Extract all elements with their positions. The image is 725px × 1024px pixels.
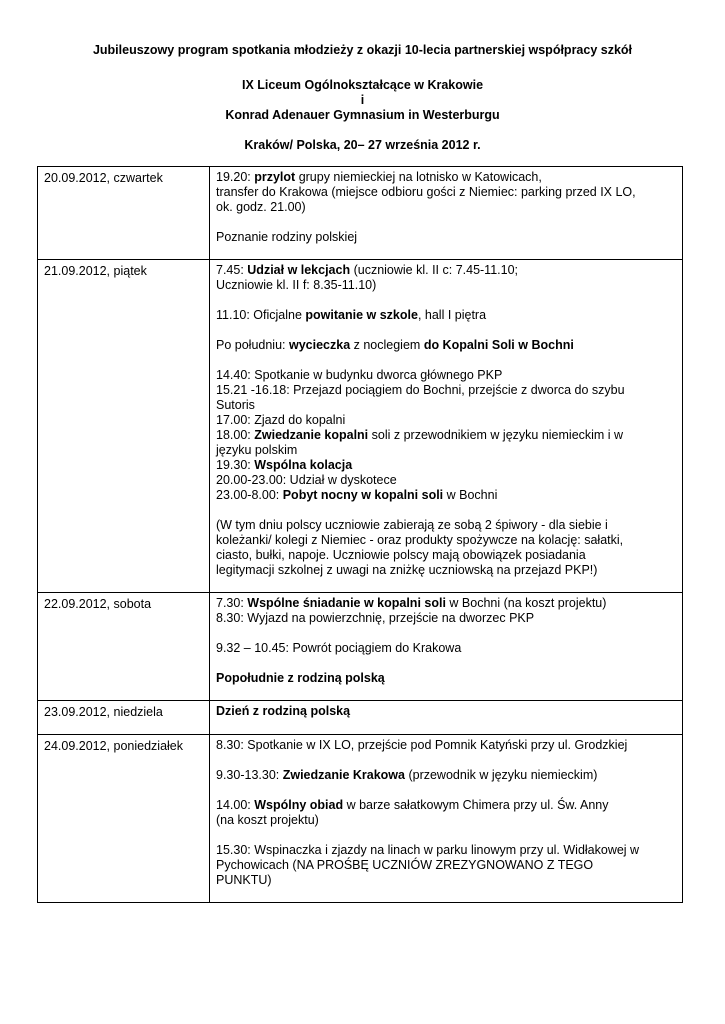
event-text: legitymacji szkolnej z uwagi na zniżkę uczniowską na przejazd PKP!) [216,563,598,577]
event-line [216,548,676,563]
event-line [216,518,676,533]
event-text: Uczniowie kl. II f: 8.35-11.10) [216,278,377,292]
event-paragraph [216,596,676,626]
event-line [216,398,676,413]
event-line [216,671,676,686]
event-text-bold: Pobyt nocny w kopalni soli [282,488,444,502]
day-date-cell: 23.09.2012, niedziela [38,701,210,735]
day-events-cell [210,260,683,593]
event-paragraph [216,843,676,888]
event-line [216,230,676,245]
program-row [38,167,683,260]
event-line [216,843,676,858]
event-paragraph [216,263,676,293]
event-paragraph [216,170,676,215]
event-line [216,488,676,503]
event-text: 9.32 – 10.45: Powrót pociągiem do Krakowa [216,641,462,655]
event-line [216,428,676,443]
event-line [216,738,676,753]
event-text: PUNKTU) [216,873,272,887]
event-line [216,413,676,428]
event-text: Pychowicach (NA PROŚBĘ UCZNIÓW ZREZYGNOWANO Z TEGO [216,858,594,872]
event-text: koleżanki/ kolegi z Niemiec - oraz produkty spożywcze na kolację: sałatki, [216,533,624,547]
event-text: Sutoris [216,398,255,412]
event-text-bold: do Kopalni Soli w Bochni [423,338,574,352]
day-date-cell: 24.09.2012, poniedziałek [38,735,210,903]
school-name-polish: IX Liceum Ogólnokształcące w Krakowie [241,78,484,92]
event-line [216,704,676,719]
event-line [216,813,676,828]
event-text: 23.00-8.00: [216,488,283,502]
event-line [216,308,676,323]
program-row [38,593,683,701]
event-line [216,798,676,813]
document-title: Jubileuszowy program spotkania młodzieży z okazji 10-lecia partnerskiej współpracy szkół [92,43,633,57]
conjunction-text: i [360,93,365,107]
event-line [216,383,676,398]
day-events-cell [210,167,683,260]
event-line [216,338,676,353]
program-table [37,166,683,903]
event-line [216,278,676,293]
event-text: 8.30: Spotkanie w IX LO, przejście pod Pomnik Katyński przy ul. Grodzkiej [216,738,628,752]
event-text: 17.00: Zjazd do kopalni [216,413,346,427]
event-text: w barze sałatkowym Chimera przy ul. Św. Anny [343,798,609,812]
event-text-bold: Udział w lekcjach [247,263,351,277]
program-table-body [38,167,683,903]
event-text: języku polskim [216,443,298,457]
event-text: 15.21 -16.18: Przejazd pociągiem do Bochni, przejście z dworca do szybu [216,383,625,397]
event-text-bold: wycieczka [288,338,351,352]
event-text: 9.30-13.30: [216,768,283,782]
event-text: ok. godz. 21.00) [216,200,306,214]
event-text: transfer do Krakowa (miejsce odbioru gości z Niemiec: parking przed IX LO, [216,185,636,199]
day-date-cell: 20.09.2012, czwartek [38,167,210,260]
event-text-bold: Popołudnie z rodziną polską [216,671,385,685]
day-events-cell [210,593,683,701]
event-text: 7.30: [216,596,248,610]
event-text: (przewodnik w języku niemieckim) [404,768,598,782]
event-text: soli z przewodnikiem w języku niemieckim i w [368,428,624,442]
event-paragraph [216,704,676,719]
event-text: w Bochni [443,488,498,502]
event-line [216,170,676,185]
event-text: ciasto, bułki, napoje. Uczniowie polscy mają obowiązek posiadania [216,548,586,562]
event-paragraph [216,308,676,323]
event-line [216,768,676,783]
event-text: 11.10: Oficjalne [216,308,306,322]
event-line [216,368,676,383]
event-text: (uczniowie kl. II c: 7.45-11.10; [350,263,519,277]
event-text: grupy niemieckiej na lotnisko w Katowicach, [295,170,542,184]
event-text: 19.20: [216,170,255,184]
event-text: 8.30: Wyjazd na powierzchnię, przejście na dworzec PKP [216,611,535,625]
event-text-bold: powitanie w szkole [305,308,418,322]
event-line [216,473,676,488]
event-paragraph [216,738,676,753]
day-date-cell: 21.09.2012, piątek [38,260,210,593]
event-text-bold: przylot [254,170,296,184]
event-text: z noclegiem [350,338,424,352]
event-line [216,641,676,656]
event-line [216,533,676,548]
event-text-bold: Zwiedzanie kopalni [254,428,369,442]
event-line [216,611,676,626]
event-paragraph [216,518,676,578]
event-line [216,200,676,215]
event-line [216,596,676,611]
event-text: 14.00: [216,798,255,812]
event-line [216,443,676,458]
event-paragraph [216,671,676,686]
event-line [216,563,676,578]
day-date-cell: 22.09.2012, sobota [38,593,210,701]
event-paragraph [216,768,676,783]
event-text: 19.30: [216,458,255,472]
event-text: Po południu: [216,338,289,352]
event-paragraph [216,230,676,245]
event-paragraph [216,368,676,503]
event-text: 14.40: Spotkanie w budynku dworca głównego PKP [216,368,503,382]
event-text-bold: Wspólne śniadanie w kopalni soli [247,596,446,610]
event-text-bold: Zwiedzanie Krakowa [282,768,405,782]
event-line [216,185,676,200]
event-text: , hall I piętra [417,308,487,322]
event-text: (W tym dniu polscy uczniowie zabierają ze sobą 2 śpiwory - dla siebie i [216,518,608,532]
program-row [38,735,683,903]
day-events-cell [210,701,683,735]
event-line [216,263,676,278]
event-text-bold: Wspólna kolacja [254,458,353,472]
program-row [38,260,683,593]
event-line [216,873,676,888]
event-text: Poznanie rodziny polskiej [216,230,358,244]
event-line [216,458,676,473]
event-text: w Bochni (na koszt projektu) [445,596,607,610]
school-name-german: Konrad Adenauer Gymnasium in Westerburgu [225,108,500,122]
event-line [216,858,676,873]
event-text: 18.00: [216,428,255,442]
event-paragraph [216,798,676,828]
event-text: (na koszt projektu) [216,813,319,827]
event-paragraph [216,338,676,353]
event-text: 7.45: [216,263,248,277]
place-and-dates: Kraków/ Polska, 20– 27 września 2012 r. [244,138,481,152]
event-paragraph [216,641,676,656]
event-text-bold: Wspólny obiad [254,798,344,812]
event-text-bold: Dzień z rodziną polską [216,704,351,718]
event-text: 15.30: Wspinaczka i zjazdy na linach w parku linowym przy ul. Widłakowej w [216,843,640,857]
day-events-cell [210,735,683,903]
program-row [38,701,683,735]
event-text: 20.00-23.00: Udział w dyskotece [216,473,397,487]
